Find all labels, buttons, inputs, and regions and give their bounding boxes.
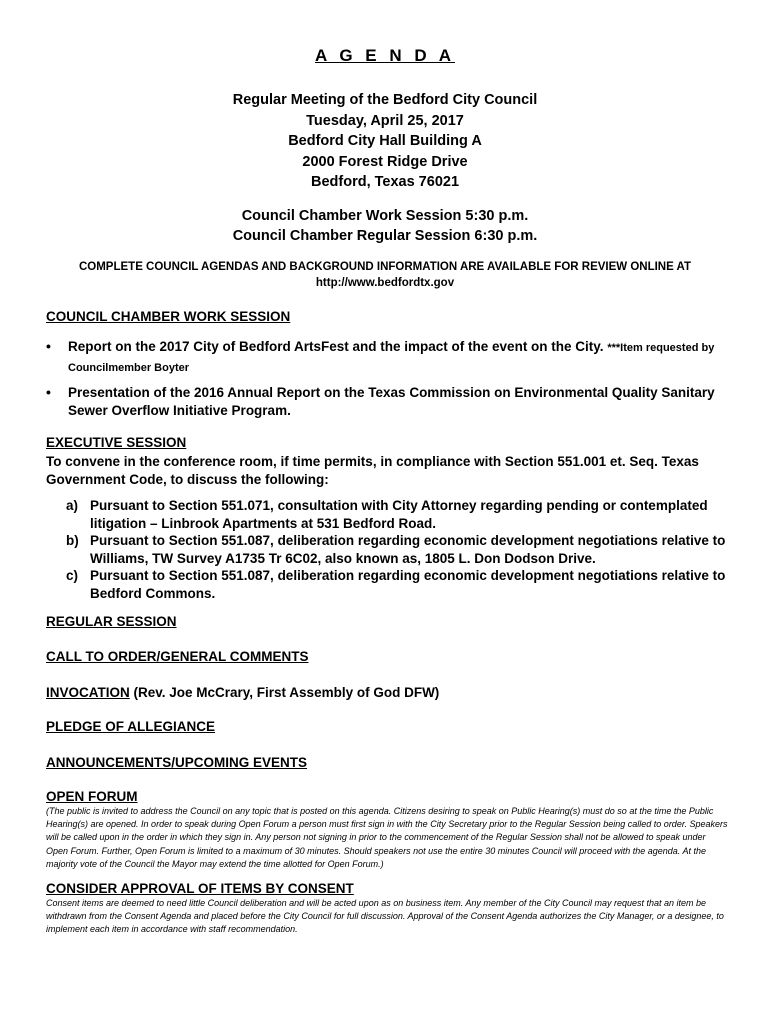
website-link[interactable]: http://www.bedfordtx.gov [315, 277, 455, 289]
list-item-letter: b) [66, 533, 79, 548]
invocation-line [46, 684, 439, 702]
regular-session-time: Council Chamber Regular Session 6:30 p.m. [232, 228, 538, 244]
meeting-header [0, 90, 770, 193]
consent-text: Consent items are deemed to need little Council deliberation and will be acted upon as on business item. Any member of the City Council may request that an item be withdrawn from the Consent Agenda and placed before the City Council for full discussion. Approval of the Consent Agenda authorizes the City Manager, or a designee, to implement each item in accordance with staff recommendation. [46, 898, 724, 935]
meeting-street: 2000 Forest Ridge Drive [302, 153, 468, 170]
meeting-date: Tuesday, April 25, 2017 [306, 112, 464, 129]
meeting-name: Regular Meeting of the Bedford City Council [232, 92, 538, 108]
bullet-icon: • [46, 384, 51, 400]
list-item [66, 567, 728, 602]
online-notice [30, 259, 740, 291]
list-item-text: Pursuant to Section 551.087, deliberation regarding economic development negotiations relative to Williams, TW Survey A1735 Tr 6C02, also known as, 1805 L. Don Dodson Drive. [90, 533, 726, 566]
executive-session-list [66, 497, 728, 602]
work-session-time: Council Chamber Work Session 5:30 p.m. [241, 208, 529, 224]
bullet-icon: • [46, 338, 51, 354]
executive-session-heading: EXECUTIVE SESSION [46, 435, 187, 450]
list-item-text: Pursuant to Section 551.071, consultation with City Attorney regarding pending or contemplated litigation – Linbrook Apartments at 531 Bedford Road. [90, 498, 708, 531]
pledge-heading: PLEDGE OF ALLEGIANCE [46, 719, 216, 734]
list-item-letter: c) [66, 568, 79, 583]
agenda-title: A G E N D A [314, 46, 456, 65]
work-item-artsfest-text: Report on the 2017 City of Bedford ArtsFest and the impact of the event on the City. [68, 339, 604, 354]
list-item [66, 532, 728, 567]
open-forum-heading: OPEN FORUM [46, 789, 138, 804]
meeting-city: Bedford, Texas 76021 [310, 174, 460, 190]
list-item-letter: a) [66, 498, 79, 513]
call-to-order-heading: CALL TO ORDER/GENERAL COMMENTS [46, 649, 309, 664]
meeting-building: Bedford City Hall Building A [288, 133, 482, 149]
work-item-artsfest [68, 338, 728, 377]
list-item-text: Pursuant to Section 551.087, deliberation regarding economic development negotiations relative to Bedford Commons. [90, 568, 726, 601]
online-notice-text: COMPLETE COUNCIL AGENDAS AND BACKGROUND INFORMATION ARE AVAILABLE FOR REVIEW ONLINE AT [78, 261, 692, 273]
work-session-heading: COUNCIL CHAMBER WORK SESSION [46, 309, 291, 324]
invocation-detail: (Rev. Joe McCrary, First Assembly of God DFW) [129, 685, 440, 700]
regular-session-heading: REGULAR SESSION [46, 614, 177, 629]
work-item-artsfest-note: ***Item requested by Councilmember Boyter [68, 342, 715, 374]
announcements-heading: ANNOUNCEMENTS/UPCOMING EVENTS [46, 755, 308, 770]
session-times [0, 206, 770, 246]
invocation-heading: INVOCATION [46, 685, 130, 700]
consent-heading: CONSIDER APPROVAL OF ITEMS BY CONSENT [46, 881, 354, 896]
list-item [66, 497, 728, 532]
executive-session-intro: To convene in the conference room, if time permits, in compliance with Section 551.001 et. Seq. Texas Government Code, to discuss the following: [46, 454, 699, 487]
work-item-tceq: Presentation of the 2016 Annual Report on the Texas Commission on Environmental Quality Sanitary Sewer Overflow Initiative Program. [68, 385, 715, 418]
open-forum-text: (The public is invited to address the Council on any topic that is posted on this agenda. Citizens desiring to speak on Public Hearing(s) must do so at the time the Public Hearing(s) are opened. In order to speak during Open Forum a person must first sign in with the City Secretary prior to the Regular Session being called to order. Speakers will be called upon in the order in which they sign in. Any person not signing in prior to the commencement of the Regular Session shall not be allowed to speak under Open Forum. Further, Open Forum is limited to a maximum of 30 minutes. Should speakers not use the entire 30 minutes Council will proceed with the agenda. At the majority vote of the Council the Mayor may extend the time allotted for Open Forum.) [46, 806, 728, 869]
